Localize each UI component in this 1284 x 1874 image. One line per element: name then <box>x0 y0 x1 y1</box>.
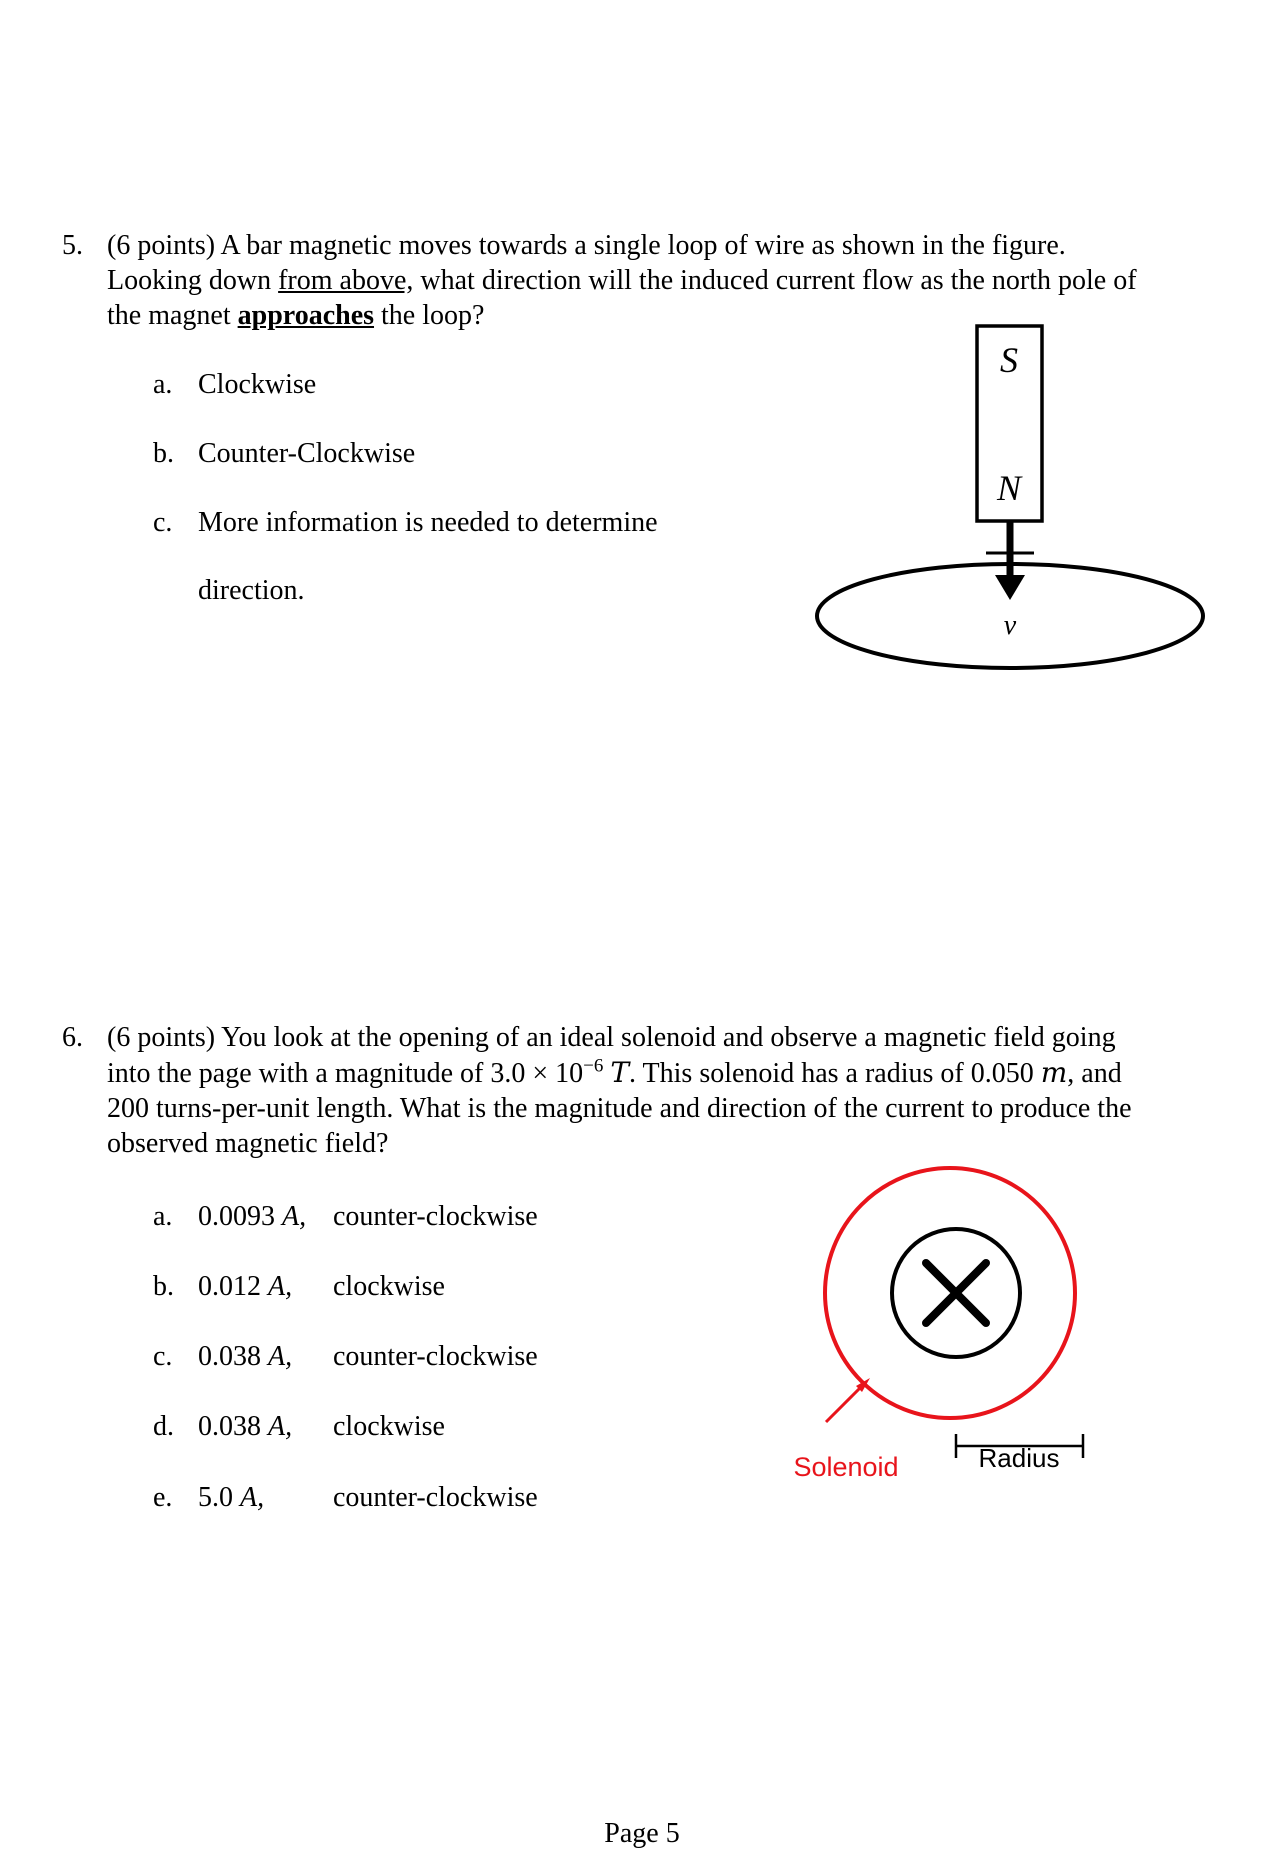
q6-line-3: 200 turns-per-unit length. What is the magnitude and direction of the current to produce the <box>107 1093 1132 1124</box>
velocity-arrow-head <box>995 575 1025 600</box>
approaches-emphasis: approaches <box>237 300 375 331</box>
south-pole-label: S <box>1000 340 1018 380</box>
q5-line-1: (6 points) A bar magnetic moves towards a single loop of wire as shown in the figure. <box>107 230 1066 261</box>
from-above-underline: from above, <box>278 265 414 296</box>
option-letter: e. <box>153 1482 173 1513</box>
option-value: 0.0093 A, <box>198 1201 307 1232</box>
option-letter: a. <box>153 1201 173 1232</box>
page-number: Page 5 <box>604 1818 680 1849</box>
solenoid-figure <box>780 1160 1100 1500</box>
option-value: 0.012 A, <box>198 1271 293 1302</box>
option-letter: a. <box>153 369 173 400</box>
option-direction: counter-clockwise <box>333 1341 538 1372</box>
question-6-text <box>107 1020 1227 1161</box>
question-5-number: 5. <box>62 230 83 261</box>
option-letter: b. <box>153 438 174 469</box>
option-letter: d. <box>153 1411 174 1442</box>
option-letter: b. <box>153 1271 174 1302</box>
q6-line-1: (6 points) You look at the opening of an ideal solenoid and observe a magnetic field going <box>107 1022 1116 1053</box>
north-pole-label: N <box>996 468 1022 508</box>
q5-line-3: the magnet approaches the loop? <box>107 300 485 331</box>
question-5-text <box>107 228 1227 333</box>
option-value: 5.0 A, <box>198 1482 265 1513</box>
solenoid-pointer-line <box>826 1386 862 1422</box>
option-direction: clockwise <box>333 1411 445 1442</box>
velocity-label: v <box>1003 610 1017 641</box>
option-text: More information is needed to determine <box>198 507 658 538</box>
option-direction: counter-clockwise <box>333 1201 538 1232</box>
question-6-number: 6. <box>62 1022 83 1053</box>
option-text: Counter-Clockwise <box>198 438 416 469</box>
option-letter: c. <box>153 507 173 538</box>
option-direction: clockwise <box>333 1271 445 1302</box>
q5-line-2: Looking down from above, what direction will the induced current flow as the north pole of <box>107 265 1137 296</box>
option-text: Clockwise <box>198 369 317 400</box>
q6-line-4: observed magnetic field? <box>107 1128 389 1159</box>
option-value: 0.038 A, <box>198 1341 293 1372</box>
q6-line-2: into the page with a magnitude of $3.0 \times 10^{-6}$ T. This solenoid has a radius of 0.050 m, and <box>107 1055 1122 1089</box>
option-value: 0.038 A, <box>198 1411 293 1442</box>
option-direction: counter-clockwise <box>333 1482 538 1513</box>
magnet-loop-figure <box>810 320 1210 690</box>
option-text: direction. <box>198 575 305 606</box>
option-letter: c. <box>153 1341 173 1372</box>
radius-label: Radius <box>978 1443 1060 1473</box>
solenoid-label: Solenoid <box>793 1452 899 1482</box>
